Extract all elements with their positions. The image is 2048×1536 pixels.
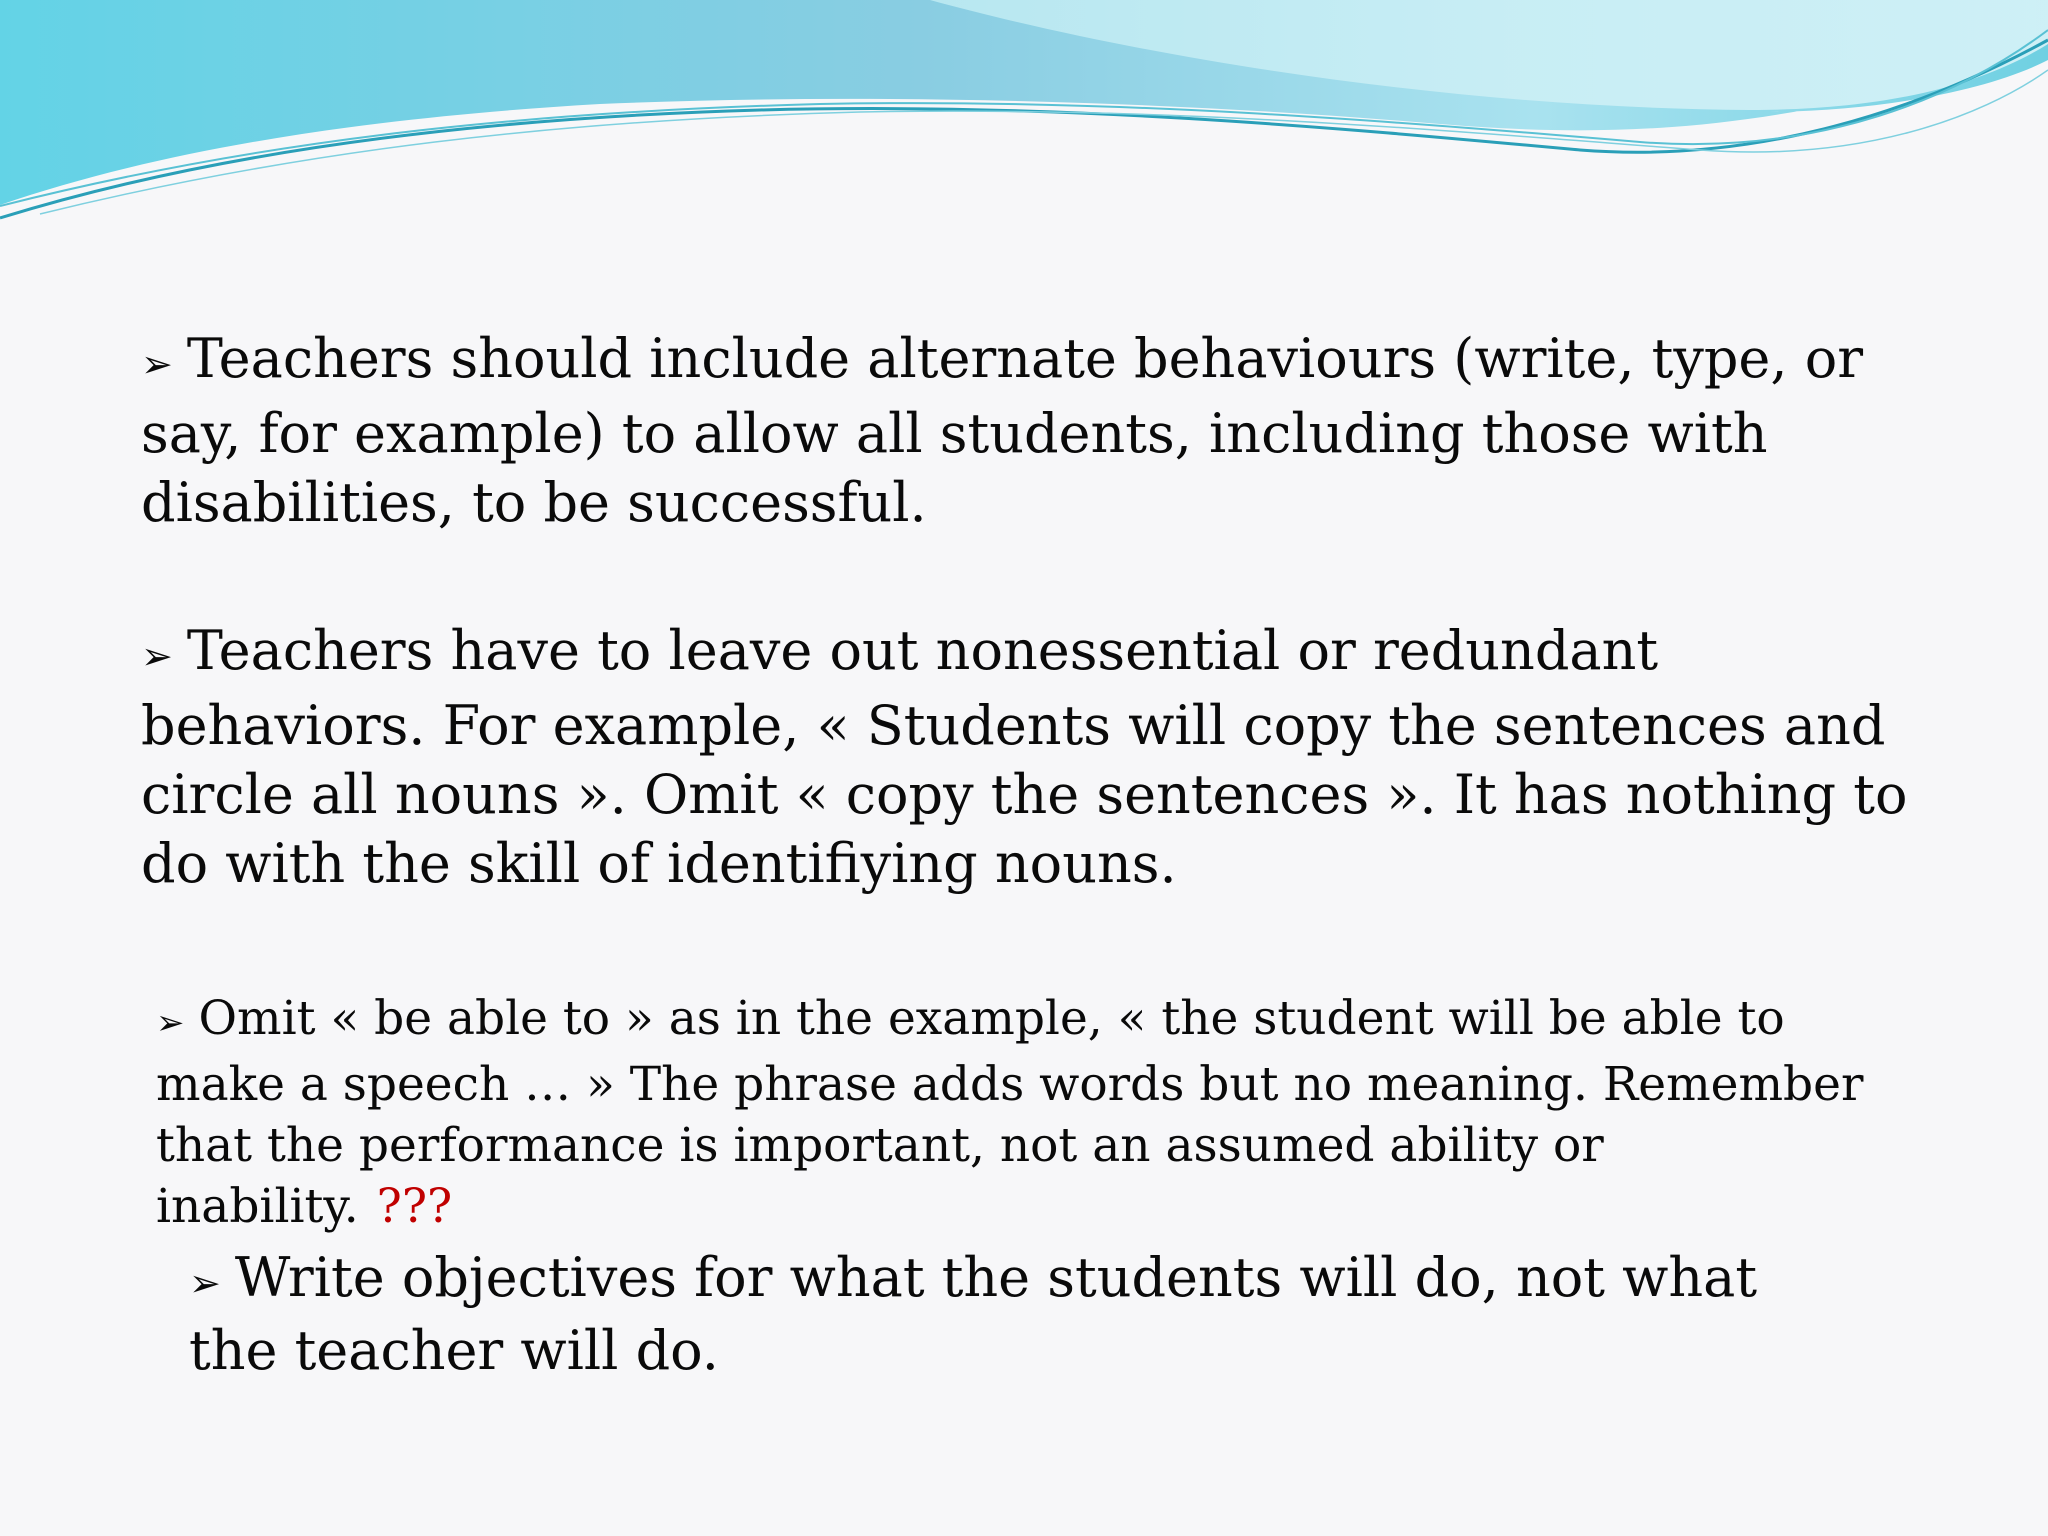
arrowhead-bullet-icon: ➢ bbox=[189, 1261, 221, 1305]
bullet-omit-nonessential bbox=[141, 616, 1941, 898]
arrowhead-bullet-icon: ➢ bbox=[141, 634, 173, 678]
arrowhead-bullet-icon: ➢ bbox=[156, 1003, 185, 1043]
bullet-text: Omit « be able to » as in the example, « the student will be able to make a speech … » The phrase adds words but no meaning. Remember that the performance is important, not an assumed ability or inability. bbox=[156, 991, 1864, 1234]
bullet-omit-be-able-to bbox=[156, 988, 1896, 1237]
bullet-write-objectives bbox=[189, 1244, 1809, 1385]
bullet-text: Write objectives for what the students will do, not what the teacher will do. bbox=[189, 1246, 1758, 1382]
bullet-text: Teachers have to leave out nonessential or redundant behaviors. For example, « Students will copy the sentences and circle all nouns ». Omit « copy the sentences ». It has nothing to do with the skill of identifiying nouns. bbox=[141, 619, 1908, 895]
bullet-text: Teachers should include alternate behaviours (write, type, or say, for example) to allow all students, including those with disabilities, to be successful. bbox=[141, 327, 1864, 534]
question-note: ??? bbox=[376, 1179, 453, 1234]
bullet-alternate-behaviours bbox=[141, 324, 1921, 537]
arrowhead-bullet-icon: ➢ bbox=[141, 342, 173, 386]
